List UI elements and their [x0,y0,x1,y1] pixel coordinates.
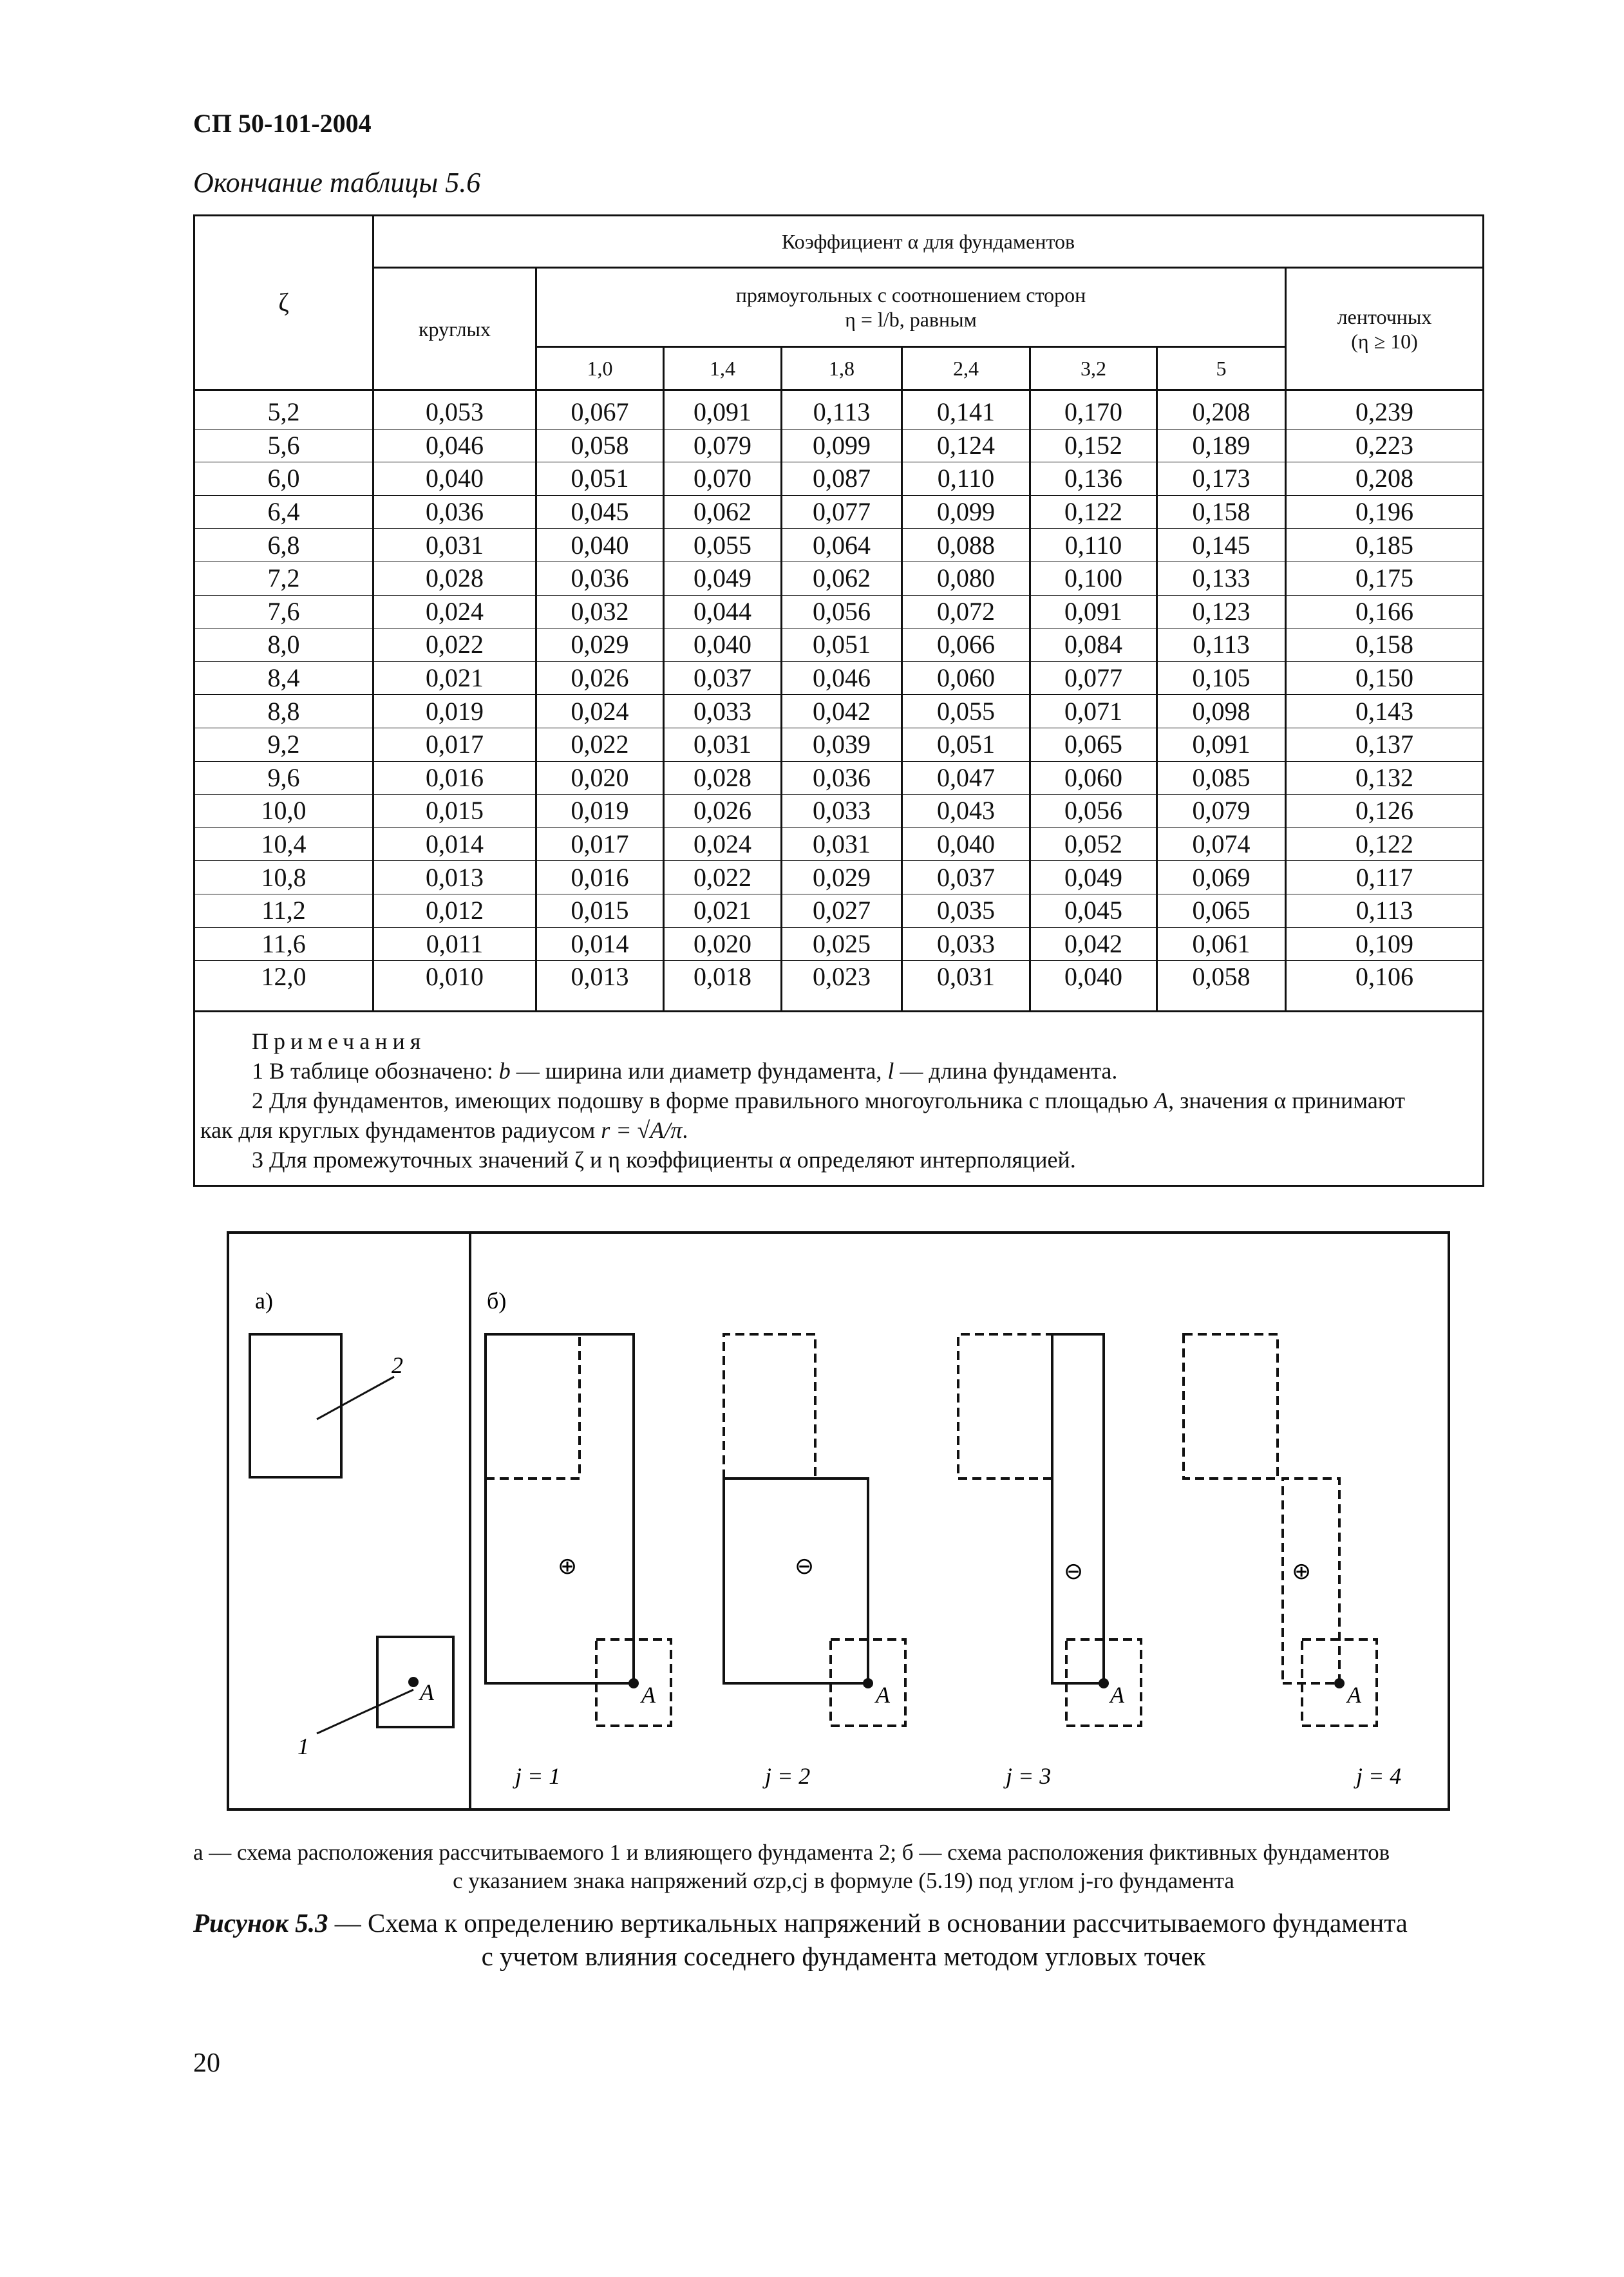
alpha-cell: 0,013 [536,961,664,1012]
alpha-cell: 0,022 [373,628,536,662]
figure-title-label: Рисунок 5.3 [193,1908,328,1938]
zeta-cell: 5,2 [194,390,373,430]
alpha-cell: 0,024 [664,827,782,861]
label-2: 2 [392,1352,403,1378]
alpha-cell: 0,087 [782,462,902,496]
alpha-cell: 0,047 [902,761,1030,795]
alpha-cell: 0,010 [373,961,536,1012]
notes-title: Примечания [252,1028,426,1054]
alpha-cell: 0,079 [1157,795,1286,828]
alpha-cell: 0,141 [902,390,1030,430]
alpha-cell: 0,028 [373,562,536,595]
table-row [194,529,1484,562]
coefficient-header: Коэффициент α для фундаментов [373,216,1484,268]
figure-frame [228,1233,1449,1809]
zeta-cell: 5,6 [194,429,373,462]
alpha-cell: 0,031 [782,827,902,861]
label-a: а) [255,1288,273,1314]
alpha-cell: 0,080 [902,562,1030,595]
alpha-cell: 0,051 [536,462,664,496]
zeta-cell: 10,4 [194,827,373,861]
alpha-cell: 0,045 [1030,894,1157,927]
zeta-cell: 7,2 [194,562,373,595]
table-row [194,761,1484,795]
alpha-cell: 0,031 [902,961,1030,1012]
alpha-cell: 0,099 [902,495,1030,529]
alpha-cell: 0,123 [1157,595,1286,628]
alpha-cell: 0,150 [1286,661,1484,695]
zeta-cell: 9,6 [194,761,373,795]
alpha-cell: 0,040 [373,462,536,496]
alpha-cell: 0,013 [373,861,536,894]
alpha-cell: 0,015 [373,795,536,828]
alpha-cell: 0,091 [1157,728,1286,761]
alpha-cell: 0,046 [373,429,536,462]
alpha-cell: 0,074 [1157,827,1286,861]
alpha-cell: 0,084 [1030,628,1157,662]
figure-title-text: — Схема к определению вертикальных напряжений в основании рассчитываемого фундамента [328,1908,1408,1938]
table-row [194,927,1484,961]
alpha-cell: 0,031 [373,529,536,562]
alpha-cell: 0,133 [1157,562,1286,595]
alpha-cell: 0,072 [902,595,1030,628]
note-3: 3 Для промежуточных значений ζ и η коэффициенты α определяют интерполяцией. [252,1146,1076,1173]
alpha-cell: 0,014 [373,827,536,861]
zeta-cell: 10,0 [194,795,373,828]
alpha-cell: 0,113 [1157,628,1286,662]
leader-line-2 [317,1377,394,1419]
alpha-cell: 0,040 [536,529,664,562]
alpha-cell: 0,058 [1157,961,1286,1012]
alpha-cell: 0,062 [664,495,782,529]
alpha-cell: 0,055 [902,695,1030,728]
alpha-cell: 0,026 [664,795,782,828]
alpha-cell: 0,018 [664,961,782,1012]
alpha-cell: 0,239 [1286,390,1484,430]
zeta-cell: 9,2 [194,728,373,761]
alpha-cell: 0,158 [1157,495,1286,529]
strip-header-line1: ленточных [1337,305,1432,328]
alpha-cell: 0,137 [1286,728,1484,761]
table-row [194,595,1484,628]
table-row [194,628,1484,662]
alpha-cell: 0,100 [1030,562,1157,595]
scheme-j4 [1184,1334,1377,1726]
point-a-j2: A [876,1682,890,1708]
legend-line-1: а — схема расположения рассчитываемого 1 и влияющего фундамента 2; б — схема расположения фиктивных фундаментов [193,1840,1390,1865]
label-j4: j = 4 [1356,1763,1402,1789]
eta-header-cell: 1,4 [664,347,782,390]
alpha-cell: 0,062 [782,562,902,595]
alpha-cell: 0,044 [664,595,782,628]
alpha-cell: 0,052 [1030,827,1157,861]
scheme-j2 [724,1334,905,1726]
zeta-cell: 6,8 [194,529,373,562]
alpha-cell: 0,124 [902,429,1030,462]
alpha-cell: 0,136 [1030,462,1157,496]
alpha-cell: 0,069 [1157,861,1286,894]
alpha-cell: 0,012 [373,894,536,927]
rect-header-line1: прямоугольных с соотношением сторон [735,283,1086,307]
figure-legend [193,1838,1494,1895]
alpha-cell: 0,036 [373,495,536,529]
alpha-cell: 0,021 [373,661,536,695]
alpha-cell: 0,019 [536,795,664,828]
label-j3: j = 3 [1006,1763,1052,1789]
alpha-cell: 0,189 [1157,429,1286,462]
alpha-cell: 0,033 [902,927,1030,961]
sign-j3: ⊖ [1064,1558,1084,1584]
table-row [194,695,1484,728]
alpha-cell: 0,109 [1286,927,1484,961]
alpha-cell: 0,049 [664,562,782,595]
alpha-cell: 0,223 [1286,429,1484,462]
label-b: б) [487,1288,507,1314]
alpha-cell: 0,015 [536,894,664,927]
eta-header-cell: 2,4 [902,347,1030,390]
alpha-cell: 0,152 [1030,429,1157,462]
alpha-cell: 0,065 [1030,728,1157,761]
alpha-cell: 0,132 [1286,761,1484,795]
label-1: 1 [297,1734,309,1759]
alpha-cell: 0,077 [782,495,902,529]
eta-header-cell: 3,2 [1030,347,1157,390]
alpha-cell: 0,051 [902,728,1030,761]
alpha-cell: 0,066 [902,628,1030,662]
table-row [194,827,1484,861]
alpha-cell: 0,065 [1157,894,1286,927]
alpha-cell: 0,035 [902,894,1030,927]
alpha-cell: 0,056 [782,595,902,628]
alpha-cell: 0,032 [536,595,664,628]
zeta-cell: 7,6 [194,595,373,628]
note-2: 2 Для фундаментов, имеющих подошву в форме правильного многоугольника с площадью A, значения α принимают [252,1087,1405,1113]
figure-5-3 [227,1231,1450,1811]
document-code: СП 50-101-2004 [193,109,372,138]
alpha-cell: 0,088 [902,529,1030,562]
sign-j2: ⊖ [795,1553,815,1579]
alpha-cell: 0,185 [1286,529,1484,562]
alpha-cell: 0,091 [1030,595,1157,628]
label-j2: j = 2 [765,1763,811,1789]
zeta-cell: 6,0 [194,462,373,496]
alpha-cell: 0,079 [664,429,782,462]
alpha-cell: 0,017 [536,827,664,861]
alpha-cell: 0,022 [536,728,664,761]
alpha-cell: 0,067 [536,390,664,430]
rect-header-line2: η = l/b, равным [845,308,977,331]
alpha-cell: 0,033 [664,695,782,728]
alpha-cell: 0,173 [1157,462,1286,496]
alpha-cell: 0,099 [782,429,902,462]
alpha-cell: 0,040 [664,628,782,662]
alpha-cell: 0,196 [1286,495,1484,529]
alpha-cell: 0,028 [664,761,782,795]
zeta-cell: 12,0 [194,961,373,1012]
alpha-cell: 0,056 [1030,795,1157,828]
alpha-cell: 0,122 [1286,827,1484,861]
alpha-cell: 0,026 [536,661,664,695]
alpha-cell: 0,049 [1030,861,1157,894]
alpha-cell: 0,025 [782,927,902,961]
table-row [194,661,1484,695]
alpha-cell: 0,040 [1030,961,1157,1012]
alpha-cell: 0,126 [1286,795,1484,828]
alpha-cell: 0,033 [782,795,902,828]
scheme-j1 [486,1334,671,1726]
alpha-cell: 0,024 [373,595,536,628]
table-row [194,562,1484,595]
eta-header-cell: 1,8 [782,347,902,390]
alpha-cell: 0,042 [782,695,902,728]
page-number: 20 [193,2048,220,2078]
figure-title-line2: с учетом влияния соседнего фундамента методом угловых точек [481,1942,1206,1971]
table-row [194,894,1484,927]
table-row [194,728,1484,761]
zeta-cell: 6,4 [194,495,373,529]
alpha-cell: 0,037 [902,861,1030,894]
alpha-cell: 0,113 [782,390,902,430]
alpha-cell: 0,110 [902,462,1030,496]
alpha-cell: 0,085 [1157,761,1286,795]
alpha-cell: 0,036 [536,562,664,595]
alpha-cell: 0,175 [1286,562,1484,595]
alpha-cell: 0,055 [664,529,782,562]
alpha-cell: 0,037 [664,661,782,695]
alpha-cell: 0,016 [536,861,664,894]
alpha-cell: 0,170 [1030,390,1157,430]
alpha-cell: 0,058 [536,429,664,462]
alpha-cell: 0,064 [782,529,902,562]
alpha-cell: 0,106 [1286,961,1484,1012]
table-row [194,961,1484,1012]
alpha-cell: 0,122 [1030,495,1157,529]
alpha-cell: 0,011 [373,927,536,961]
legend-line-2: с указанием знака напряжений σzp,cj в формуле (5.19) под углом j-го фундамента [453,1868,1234,1893]
alpha-cell: 0,046 [782,661,902,695]
alpha-cell: 0,060 [902,661,1030,695]
alpha-cell: 0,208 [1157,390,1286,430]
alpha-cell: 0,020 [536,761,664,795]
alpha-cell: 0,208 [1286,462,1484,496]
alpha-cell: 0,017 [373,728,536,761]
alpha-cell: 0,027 [782,894,902,927]
zeta-cell: 8,8 [194,695,373,728]
alpha-cell: 0,039 [782,728,902,761]
point-a-dot [408,1677,419,1687]
alpha-cell: 0,060 [1030,761,1157,795]
scheme-j3 [958,1334,1141,1726]
point-a-label: A [420,1679,434,1705]
alpha-cell: 0,145 [1157,529,1286,562]
strip-header [1286,268,1484,390]
alpha-cell: 0,040 [902,827,1030,861]
alpha-cell: 0,023 [782,961,902,1012]
table-row [194,429,1484,462]
note-1: 1 В таблице обозначено: b — ширина или диаметр фундамента, l — длина фундамента. [252,1057,1118,1084]
alpha-cell: 0,042 [1030,927,1157,961]
sign-j1: ⊕ [558,1553,578,1579]
table-notes [194,1011,1484,1186]
table-caption: Окончание таблицы 5.6 [193,167,481,198]
alpha-cell: 0,016 [373,761,536,795]
point-a-j1: A [641,1682,656,1708]
round-header: круглых [373,268,536,390]
alpha-cell: 0,029 [536,628,664,662]
alpha-cell: 0,158 [1286,628,1484,662]
alpha-cell: 0,166 [1286,595,1484,628]
table-row [194,462,1484,496]
alpha-cell: 0,071 [1030,695,1157,728]
alpha-cell: 0,091 [664,390,782,430]
alpha-cell: 0,051 [782,628,902,662]
point-a-j4: A [1347,1682,1361,1708]
label-j1: j = 1 [515,1763,561,1789]
eta-header-cell: 5 [1157,347,1286,390]
zeta-header: ζ [194,216,373,390]
alpha-cell: 0,098 [1157,695,1286,728]
alpha-cell: 0,077 [1030,661,1157,695]
table-row [194,795,1484,828]
alpha-cell: 0,031 [664,728,782,761]
zeta-cell: 11,2 [194,894,373,927]
table-row [194,861,1484,894]
alpha-cell: 0,117 [1286,861,1484,894]
alpha-cell: 0,070 [664,462,782,496]
alpha-cell: 0,024 [536,695,664,728]
figure-title [193,1906,1494,1973]
point-a-j3: A [1110,1682,1124,1708]
rect-header [536,268,1286,347]
zeta-cell: 11,6 [194,927,373,961]
coefficient-table [193,214,1484,1187]
alpha-cell: 0,110 [1030,529,1157,562]
alpha-cell: 0,022 [664,861,782,894]
alpha-cell: 0,061 [1157,927,1286,961]
influencing-foundation-2 [250,1334,341,1477]
note-2-cont: как для круглых фундаментов радиусом r = √A/π. [200,1117,688,1143]
sign-j4: ⊕ [1292,1558,1312,1584]
alpha-cell: 0,036 [782,761,902,795]
strip-header-line2: (η ≥ 10) [1351,329,1418,353]
table-row [194,390,1484,430]
alpha-cell: 0,021 [664,894,782,927]
alpha-cell: 0,105 [1157,661,1286,695]
alpha-cell: 0,020 [664,927,782,961]
table-row [194,495,1484,529]
zeta-cell: 10,8 [194,861,373,894]
alpha-cell: 0,143 [1286,695,1484,728]
alpha-cell: 0,019 [373,695,536,728]
eta-header-cell: 1,0 [536,347,664,390]
zeta-cell: 8,4 [194,661,373,695]
alpha-cell: 0,029 [782,861,902,894]
alpha-cell: 0,043 [902,795,1030,828]
alpha-cell: 0,113 [1286,894,1484,927]
alpha-cell: 0,045 [536,495,664,529]
alpha-cell: 0,014 [536,927,664,961]
alpha-cell: 0,053 [373,390,536,430]
zeta-cell: 8,0 [194,628,373,662]
